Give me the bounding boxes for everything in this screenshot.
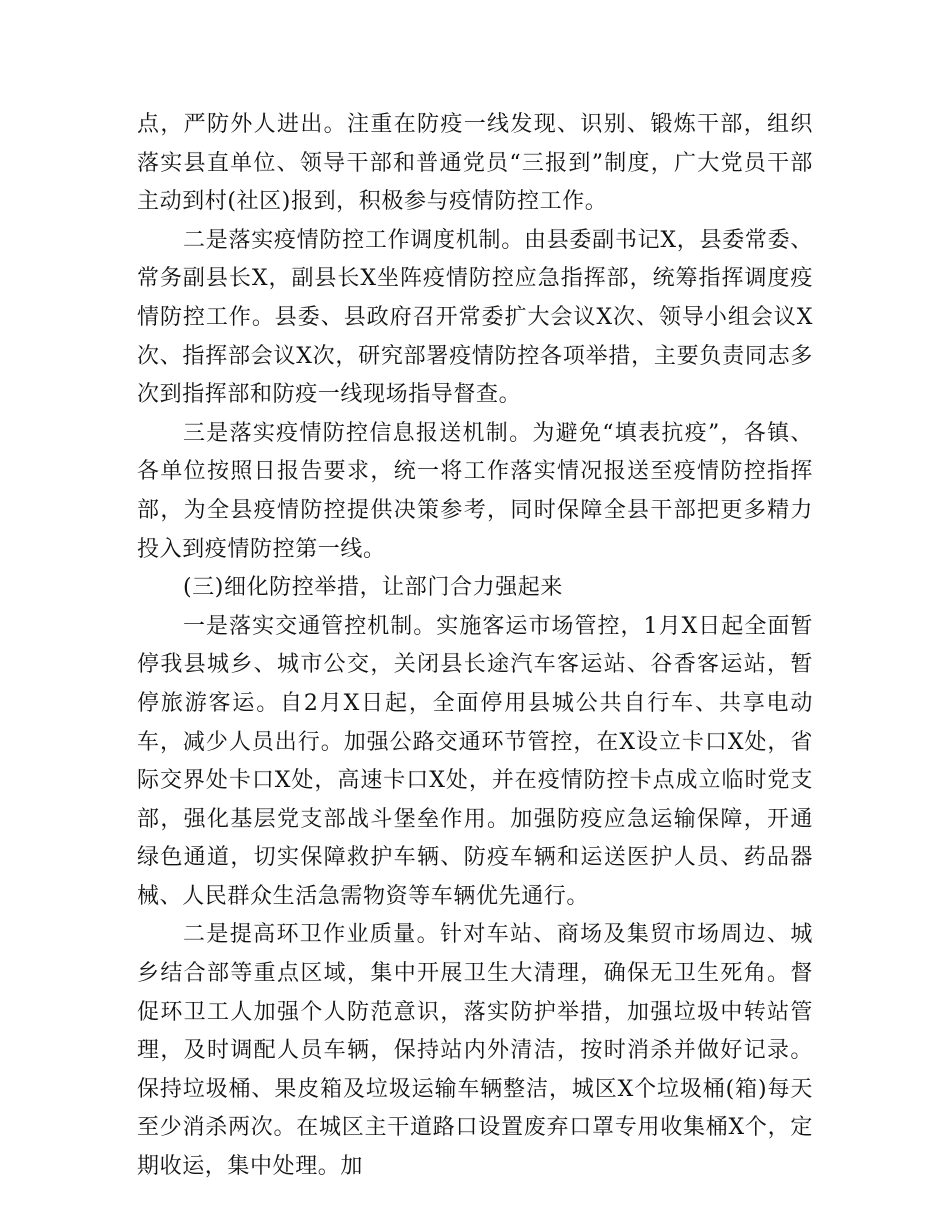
section-heading: (三)细化防控举措，让部门合力强起来	[183, 575, 563, 601]
document-body	[137, 106, 813, 1187]
paragraph-2: 二是落实疫情防控工作调度机制。由县委副书记X，县委常委、常务副县长X，副县长X坐阵疫情防控应急指挥部，统筹指挥调度疫情防控工作。县委、县政府召开常委扩大会议X次、领导小组会议X次、指挥部会议X次，研究部署疫情防控各项举措，主要负责同志多次到指挥部和防疫一线现场指导督查。	[137, 227, 813, 408]
paragraph-1: 点，严防外人进出。注重在防疫一线发现、识别、锻炼干部，组织落实县直单位、领导干部和普通党员“三报到”制度，广大党员干部主动到村(社区)报到，积极参与疫情防控工作。	[137, 112, 813, 215]
paragraph-4: 一是落实交通管控机制。实施客运市场管控，1月X日起全面暂停我县城乡、城市公交，关闭县长途汽车客运站、谷香客运站，暂停旅游客运。自2月X日起，全面停用县城公共自行车、共享电动车，减少人员出行。加强公路交通环节管控，在X设立卡口X处，省际交界处卡口X处，高速卡口X处，并在疫情防控卡点成立临时党支部，强化基层党支部战斗堡垒作用。加强防疫应急运输保障，开通绿色通道，切实保障救护车辆、防疫车辆和运送医护人员、药品器械、人民群众生活急需物资等车辆优先通行。	[137, 613, 813, 909]
paragraph-3: 三是落实疫情防控信息报送机制。为避免“填表抗疫”，各镇、各单位按照日报告要求，统一将工作落实情况报送至疫情防控指挥部，为全县疫情防控提供决策参考，同时保障全县干部把更多精力投入到疫情防控第一线。	[137, 420, 813, 562]
paragraph-5: 二是提高环卫作业质量。针对车站、商场及集贸市场周边、城乡结合部等重点区域，集中开展卫生大清理，确保无卫生死角。督促环卫工人加强个人防范意识，落实防护举措，加强垃圾中转站管理，及时调配人员车辆，保持站内外清洁，按时消杀并做好记录。保持垃圾桶、果皮箱及垃圾运输车辆整洁，城区X个垃圾桶(箱)每天至少消杀两次。在城区主干道路口设置废弃口罩专用收集桶X个，定期收运，集中处理。加	[137, 922, 813, 1180]
